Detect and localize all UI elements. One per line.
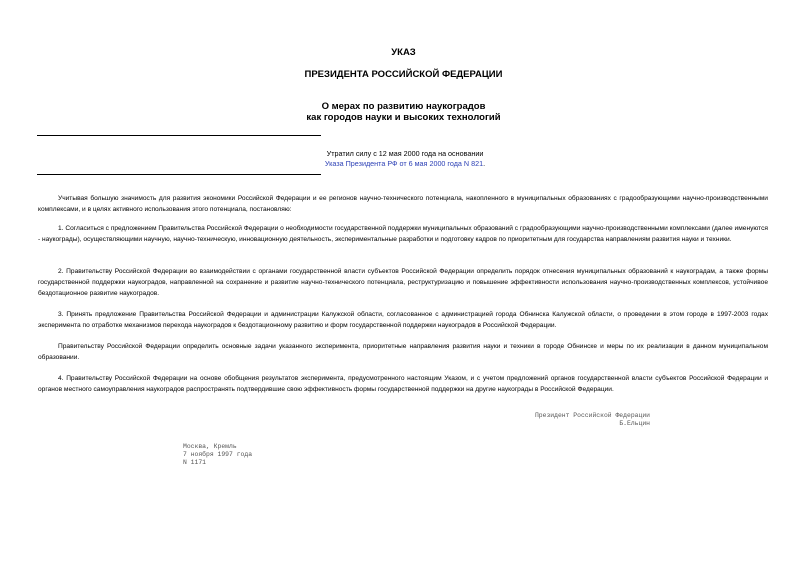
repeal-decree-link[interactable]: Указа Президента РФ от 6 мая 2000 года N 821 (324, 159, 484, 168)
signing-date: 7 ноября 1997 года (183, 451, 253, 458)
place-date-block (183, 443, 252, 467)
clause-3-continuation-paragraph: Правительству Российской Федерации определить основные задачи указанного эксперимента, приоритетные направления развития науки и техники в городе Обнинске и меры по их реализации в данном муниципальном образовании. (38, 343, 768, 361)
signing-place: Москва, Кремль (183, 443, 237, 450)
repeal-note: Утратил силу с 12 мая 2000 года на основании (326, 149, 484, 158)
divider-bottom (37, 174, 321, 175)
issuer-title: ПРЕЗИДЕНТА РОССИЙСКОЙ ФЕДЕРАЦИИ (304, 69, 503, 80)
document-type-title: УКАЗ (391, 47, 416, 58)
clause-3-paragraph: 3. Принять предложение Правительства Российской Федерации и администрации Калужской области, согласованное с администрацией города Обнинска Калужской области, о проведении в этом городе в 1997-2003 годах эксперимента по отработке механизмов перехода наукоградов к бездотационному развитию и форм государственной поддержки наукоградов в Российской Федерации. (38, 311, 768, 329)
clause-2-paragraph: 2. Правительству Российской Федерации во взаимодействии с органами государственной власти субъектов Российской Федерации определить порядок отнесения муниципальных образований к наукоградам, а также формы государственной поддержки наукоградов, направленной на сохранение и развитие научно-технического потенциала, реструктуризацию и повышение эффективности использования научно-производственных комплексов, устойчивое бездотационное развитие наукоградов. (38, 268, 768, 297)
decree-number: N 1171 (183, 459, 207, 466)
signatory-name: Б.Ельцин (619, 420, 650, 427)
decree-subject-line-2: как городов науки и высоких технологий (306, 112, 501, 123)
divider-top (37, 135, 321, 136)
clause-1-paragraph: 1. Согласиться с предложением Правительства Российской Федерации о необходимости государственной поддержки муниципальных образований с градообразующими научно-производственными комплексами (далее именуются - наукограды), осуществляющими научную, научно-техническую, инновационную деятельность, экспериментальные разработки и подготовку кадров по приоритетным для государства направлениям развития науки и техники. (38, 225, 768, 243)
repeal-note-link-line (310, 159, 500, 168)
signature-block (480, 412, 650, 428)
repeal-link-suffix: . (483, 159, 486, 168)
signatory-position: Президент Российской Федерации (534, 412, 650, 419)
decree-subject-line-1: О мерах по развитию наукоградов (321, 101, 486, 112)
clause-4-paragraph: 4. Правительству Российской Федерации на основе обобщения результатов эксперимента, предусмотренного настоящим Указом, и с учетом предложений органов государственной власти субъектов Российской Федерации и органов местного самоуправления наукоградов распространять подтвердившие свою эффективность формы государственной поддержки на другие наукограды в Российской Федерации. (38, 375, 768, 393)
preamble-paragraph: Учитывая большую значимость для развития экономики Российской Федерации и ее регионов научно-технического потенциала, накопленного в муниципальных образованиях с градообразующими научно-производственными комплексами, и в целях активного использования этого потенциала, постановляю: (38, 195, 768, 213)
